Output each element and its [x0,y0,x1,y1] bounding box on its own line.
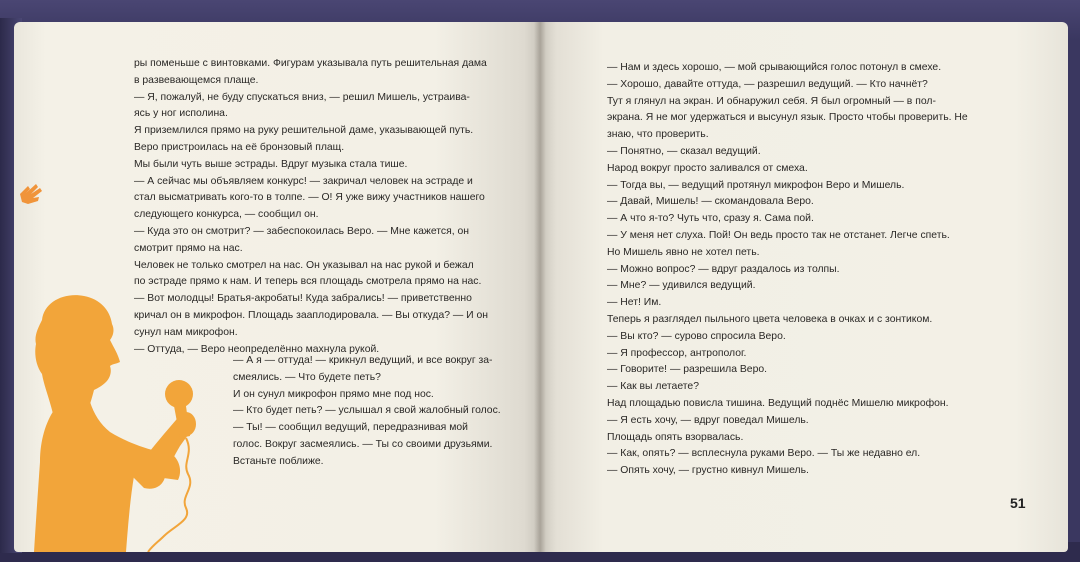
text-line: следующего конкурса, — сообщил он. [134,209,319,221]
text-line: смеялись. — Что будете петь? [233,371,381,383]
text-line: по эстраде прямо к нам. И теперь вся площадь смотрела прямо на нас. [134,276,482,288]
text-line: знаю, что проверить. [607,129,709,141]
text-line: экрана. Я не мог удержаться и высунул язык. Просто чтобы проверить. Не [607,112,968,124]
text-line: — Тогда вы, — ведущий протянул микрофон Веро и Мишель. [607,179,905,191]
text-line: — А сейчас мы объявляем конкурс! — закричал человек на эстраде и [134,175,473,187]
text-line: И он сунул микрофон прямо мне под нос. [233,388,434,400]
text-line: Над площадью повисла тишина. Ведущий поднёс Мишелю микрофон. [607,397,949,409]
text-line: — А что я-то? Чуть что, сразу я. Сама пой. [607,213,814,225]
text-line: Я приземлился прямо на руку решительной даме, указывающей путь. [134,125,474,137]
text-line: — Ты! — сообщил ведущий, передразнивая мой [233,422,468,434]
text-line: ясь у ног исполина. [134,108,228,120]
text-line: Встаньте поближе. [233,455,324,467]
text-line: — Вот молодцы! Братья-акробаты! Куда забрались! — приветственно [134,293,472,305]
text-line: Тут я глянул на экран. И обнаружил себя. Я был огромный — в пол- [607,95,936,107]
text-line: Площадь опять взорвалась. [607,431,744,443]
text-line: — У меня нет слуха. Пой! Он ведь просто так не отстанет. Легче спеть. [607,229,950,241]
text-line: — Я, пожалуй, не буду спускаться вниз, — решил Мишель, устраива- [134,91,470,103]
text-line: — Вы кто? — сурово спросила Веро. [607,330,786,342]
text-line: — Мне? — удивился ведущий. [607,280,756,292]
right-page-text [607,60,968,480]
text-line: — Оттуда, — Веро неопределённо махнула рукой. [134,343,380,355]
page-number: 51 [1010,495,1026,511]
text-line: — Я профессор, антрополог. [607,347,747,359]
text-line: Веро пристроилась на её бронзовый плащ. [134,141,345,153]
text-line: Теперь я разглядел пыльного цвета человека в очках и с зонтиком. [607,313,933,325]
text-line: Но Мишель явно не хотел петь. [607,246,760,258]
book-gutter [534,22,546,552]
text-line: голос. Вокруг засмеялись. — Ты со своими друзьями. [233,438,493,450]
text-line: — Куда это он смотрит? — забеспокоилась Веро. — Мне кажется, он [134,225,470,237]
text-line: — Хорошо, давайте оттуда, — разрешил ведущий. — Кто начнёт? [607,78,928,90]
text-line: — Как вы летаете? [607,381,699,393]
text-line: Народ вокруг просто заливался от смеха. [607,162,808,174]
text-line: стал высматривать кого-то в толпе. — О! Я уже вижу участников нашего [134,192,485,204]
text-line: — Нам и здесь хорошо, — мой срывающийся голос потонул в смехе. [607,62,942,73]
left-page-text [134,56,488,358]
text-line: — Давай, Мишель! — скомандовала Веро. [607,196,814,208]
text-line: — Нет! Им. [607,297,662,309]
text-line: Человек не только смотрел на нас. Он указывал на нас рукой и бежал [134,259,474,271]
text-line: — А я — оттуда! — крикнул ведущий, и все вокруг за- [233,355,493,366]
text-line: — Опять хочу, — грустно кивнул Мишель. [607,465,809,477]
text-line: — Кто будет петь? — услышал я свой жалобный голос. [233,405,501,417]
text-line: ры поменьше с винтовками. Фигурам указывала путь решительная дама [134,58,487,69]
text-line: в развевающемся плаще. [134,74,259,86]
text-line: Мы были чуть выше эстрады. Вдруг музыка стала тише. [134,158,408,170]
text-line: — Как, опять? — всплеснула руками Веро. — Ты же недавно ел. [607,448,921,460]
text-line: кричал он в микрофон. Площадь зааплодировала. — Вы откуда? — И он [134,309,489,321]
text-line: — Я есть хочу, — вдруг поведал Мишель. [607,414,809,426]
text-line: смотрит прямо на нас. [134,242,243,254]
text-line: — Говорите! — разрешила Веро. [607,364,768,376]
text-line: сунул нам микрофон. [134,326,238,338]
text-line: — Понятно, — сказал ведущий. [607,145,761,157]
left-page-wrapped-text [233,353,501,471]
text-line: — Можно вопрос? — вдруг раздалось из толпы. [607,263,840,275]
hand-icon [18,180,46,210]
